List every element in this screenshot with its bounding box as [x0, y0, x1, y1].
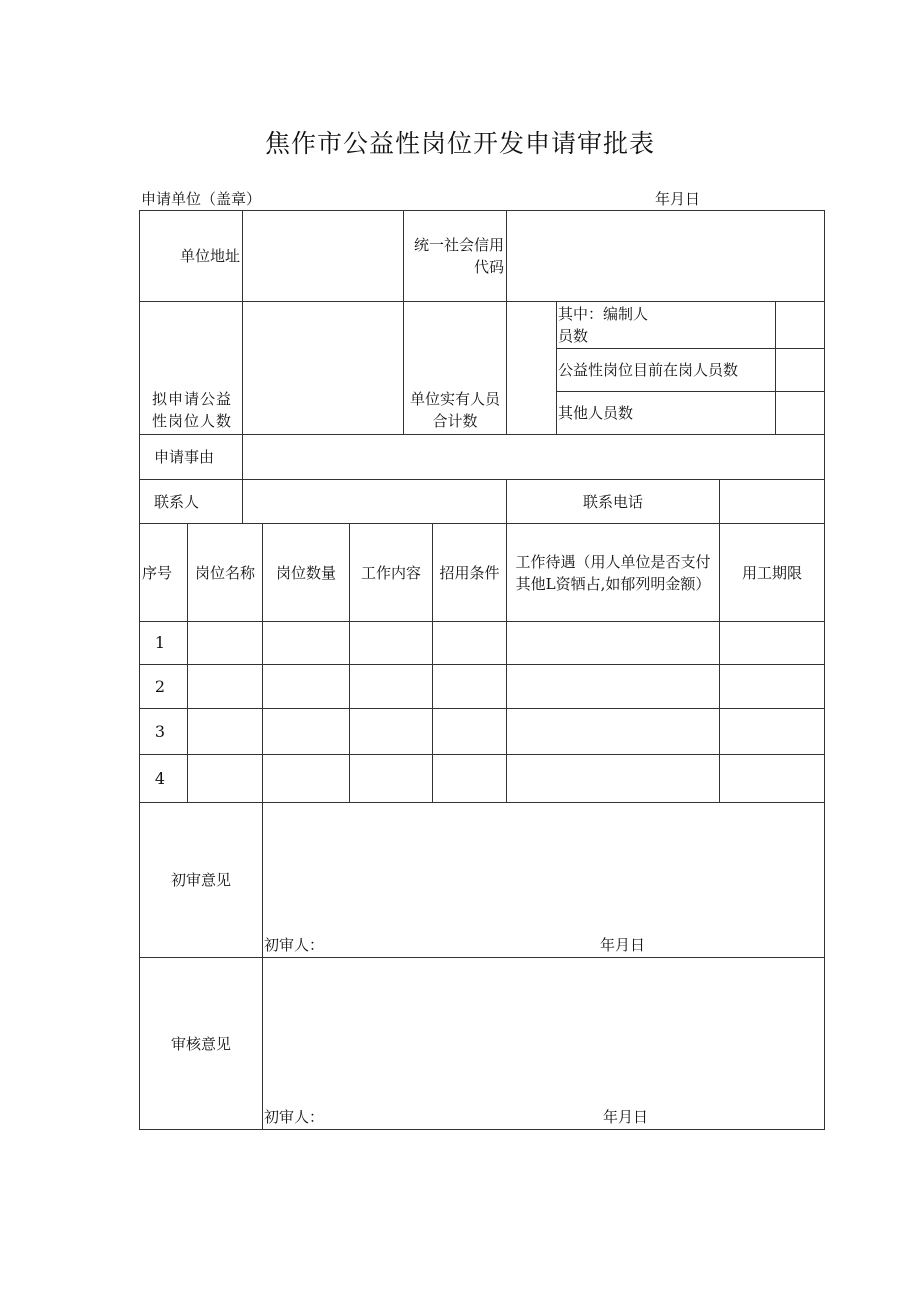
other-staff-input[interactable]: [776, 392, 824, 434]
staffed-count-input[interactable]: [776, 302, 824, 348]
proposed-positions-label: 拟申请公益性岗位人数: [152, 390, 233, 430]
column-header-compensation: 工作待遇（用人单位是否支付其他L资牺占,如郁列明金额）: [515, 552, 711, 593]
credit-code-label: 统一社会信用代码: [413, 236, 504, 276]
column-header-position-count: 岗位数量: [275, 563, 336, 582]
row-index-4: 4: [154, 768, 166, 788]
row-index-1: 1: [154, 633, 166, 652]
current-public-staff-label: 公益性岗位目前在岗人员数: [558, 361, 739, 379]
phone-input[interactable]: [720, 480, 824, 523]
column-header-index: 序号: [142, 563, 173, 582]
current-public-staff-input[interactable]: [776, 349, 824, 391]
audit-reviewer-label: 初审人：: [264, 1108, 325, 1126]
audit-date-label: 年月日: [603, 1108, 649, 1126]
other-staff-label: 其他人员数: [558, 404, 634, 422]
header-date: 年月日: [655, 190, 701, 208]
row-index-3: 3: [154, 721, 166, 741]
initial-opinion-input[interactable]: [263, 803, 824, 923]
audit-opinion-input[interactable]: [263, 958, 824, 1098]
initial-reviewer-label: 初审人：: [264, 936, 325, 954]
audit-opinion-label: 审核意见: [170, 1034, 231, 1053]
reason-input[interactable]: [243, 435, 824, 479]
contact-input[interactable]: [243, 480, 506, 523]
credit-code-input[interactable]: [507, 211, 824, 301]
proposed-positions-input[interactable]: [243, 302, 403, 434]
page-title: 焦作市公益性岗位开发申请审批表: [264, 129, 655, 158]
column-header-term: 用工期限: [741, 563, 802, 582]
row-index-2: 2: [154, 676, 166, 696]
actual-staff-total-label: 单位实有人员合计数: [409, 390, 500, 430]
column-header-job-content: 工作内容: [360, 563, 421, 582]
column-header-requirements: 招用条件: [439, 563, 500, 582]
unit-address-input[interactable]: [243, 211, 403, 301]
actual-staff-total-input[interactable]: [507, 302, 556, 434]
initial-opinion-label: 初审意见: [170, 871, 231, 889]
of-which-staffed-label: 其中：编制人员数: [558, 305, 649, 345]
column-header-position-name: 岗位名称: [194, 563, 255, 582]
phone-label: 联系电话: [582, 492, 643, 511]
reason-label: 申请事由: [154, 448, 215, 466]
initial-date-label: 年月日: [600, 936, 646, 954]
unit-address-label: 单位地址: [179, 247, 240, 265]
contact-label: 联系人: [154, 492, 200, 511]
applicant-unit-label: 申请单位（盖章）: [141, 190, 262, 208]
